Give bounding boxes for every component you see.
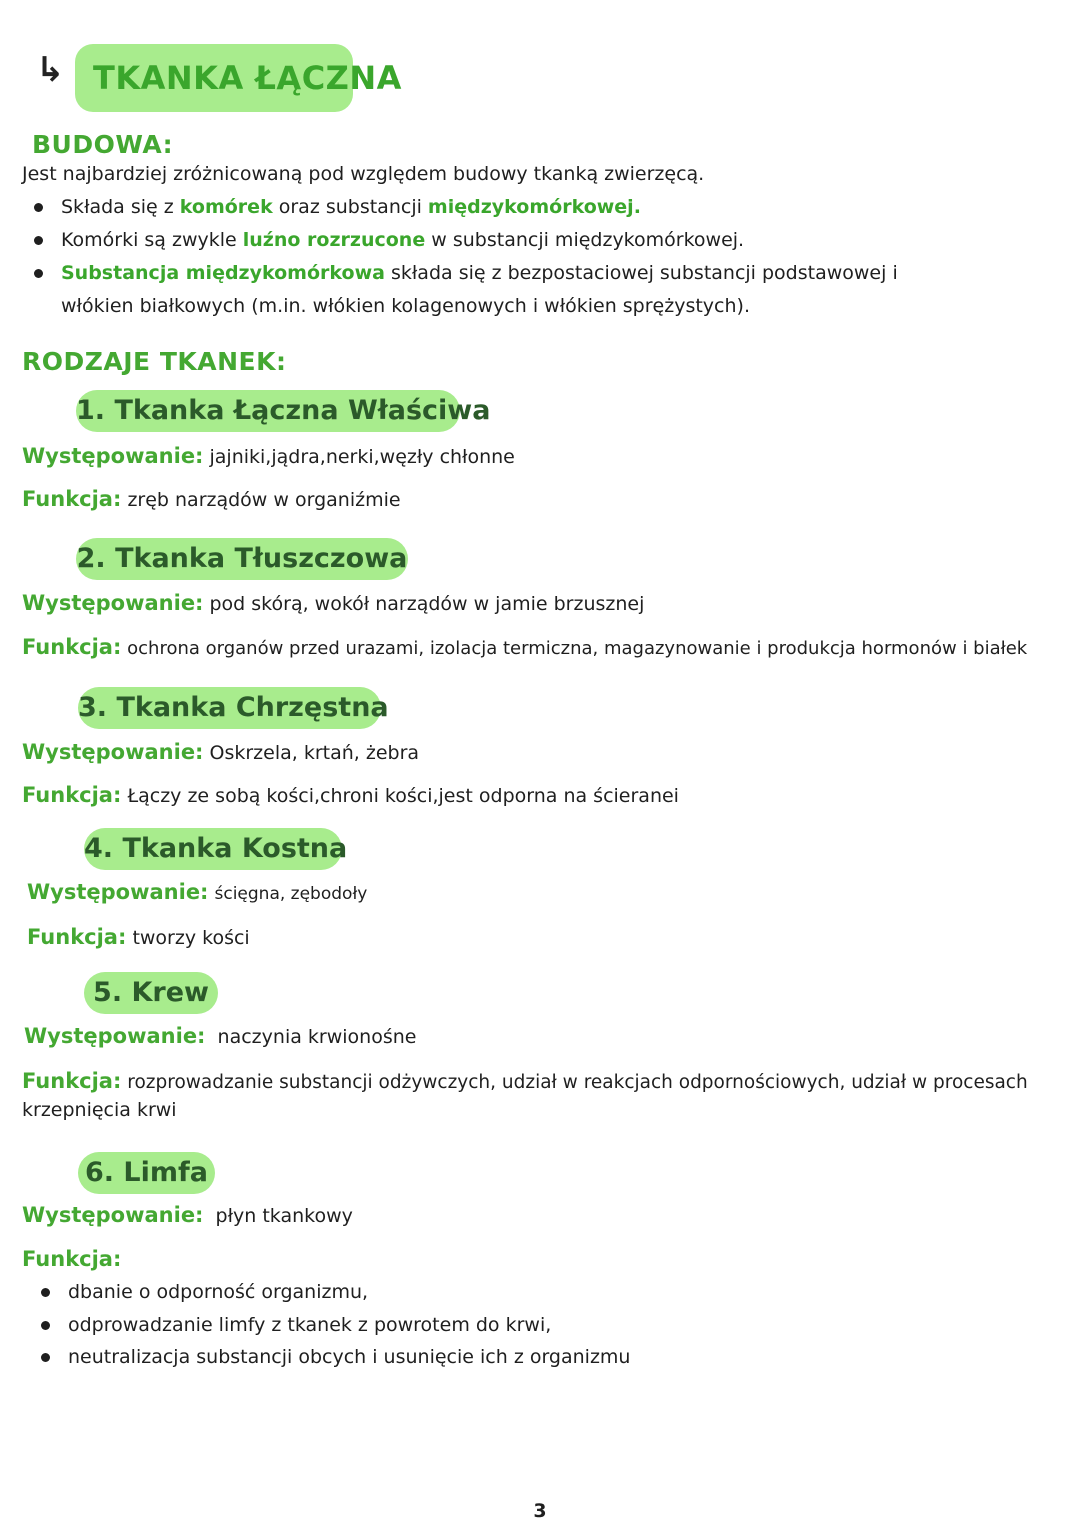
bullet-icon	[41, 1353, 50, 1362]
budowa-intro: Jest najbardziej zróżnicowaną pod względem budowy tkanką zwierzęcą.	[22, 163, 705, 185]
budowa-bullet-1: Składa się z komórek oraz substancji międzykomórkowej.	[61, 196, 641, 218]
tissue-3-title: 3. Tkanka Chrzęstna	[78, 687, 381, 729]
bullet-icon	[34, 269, 43, 278]
tissue-6-funk-item-2: odprowadzanie limfy z tkanek z powrotem do krwi,	[68, 1314, 552, 1336]
tissue-4-title: 4. Tkanka Kostna	[84, 828, 342, 870]
bullet-icon	[41, 1288, 50, 1297]
tissue-5-wyst: Występowanie: naczynia krwionośne	[24, 1024, 417, 1048]
tissue-2-funk: Funkcja: ochrona organów przed urazami, izolacja termiczna, magazynowanie i produkcja hormonów i białek	[22, 635, 1028, 659]
tissue-3-wyst: Występowanie: Oskrzela, krtań, żebra	[22, 740, 420, 764]
tissue-5-title: 5. Krew	[84, 972, 218, 1014]
tissue-6-wyst: Występowanie: płyn tkankowy	[22, 1203, 353, 1227]
tissue-6-funk-label: Funkcja:	[22, 1247, 122, 1271]
tissue-1-funk: Funkcja: zręb narządów w organiźmie	[22, 487, 401, 511]
tissue-1-title: 1. Tkanka Łączna Właściwa	[76, 390, 460, 432]
tissue-4-wyst: Występowanie: ścięgna, zębodoły	[27, 880, 368, 904]
page-title: TKANKA ŁĄCZNA	[75, 44, 353, 112]
tissue-2-wyst: Występowanie: pod skórą, wokół narządów w jamie brzusznej	[22, 591, 645, 615]
bullet-icon	[34, 203, 43, 212]
tissue-6-title: 6. Limfa	[78, 1152, 215, 1194]
bullet-icon	[41, 1321, 50, 1330]
bullet-icon	[34, 236, 43, 245]
tissue-5-funk-line2: krzepnięcia krwi	[22, 1099, 177, 1121]
budowa-bullet-3: Substancja międzykomórkowa składa się z bezpostaciowej substancji podstawowej i	[61, 262, 898, 284]
tissue-5-funk: Funkcja: rozprowadzanie substancji odżywczych, udział w reakcjach odpornościowych, udział w procesach	[22, 1069, 1028, 1093]
page-number: 3	[533, 1500, 547, 1522]
tissue-6-funk-item-1: dbanie o odporność organizmu,	[68, 1281, 369, 1303]
tissue-1-wyst: Występowanie: jajniki,jądra,nerki,węzły chłonne	[22, 444, 515, 468]
budowa-heading: BUDOWA:	[32, 130, 174, 159]
tissue-6-funk-item-3: neutralizacja substancji obcych i usunięcie ich z organizmu	[68, 1346, 631, 1368]
budowa-bullet-3-line2: włókien białkowych (m.in. włókien kolagenowych i włókien sprężystych).	[61, 295, 750, 317]
arrow-icon: ↳	[36, 50, 65, 90]
tissue-2-title: 2. Tkanka Tłuszczowa	[76, 538, 408, 580]
budowa-bullet-2: Komórki są zwykle luźno rozrzucone w substancji międzykomórkowej.	[61, 229, 745, 251]
tissue-4-funk: Funkcja: tworzy kości	[27, 925, 250, 949]
tissue-3-funk: Funkcja: Łączy ze sobą kości,chroni kości,jest odporna na ścieranei	[22, 783, 679, 807]
rodzaje-heading: RODZAJE TKANEK:	[22, 347, 287, 376]
